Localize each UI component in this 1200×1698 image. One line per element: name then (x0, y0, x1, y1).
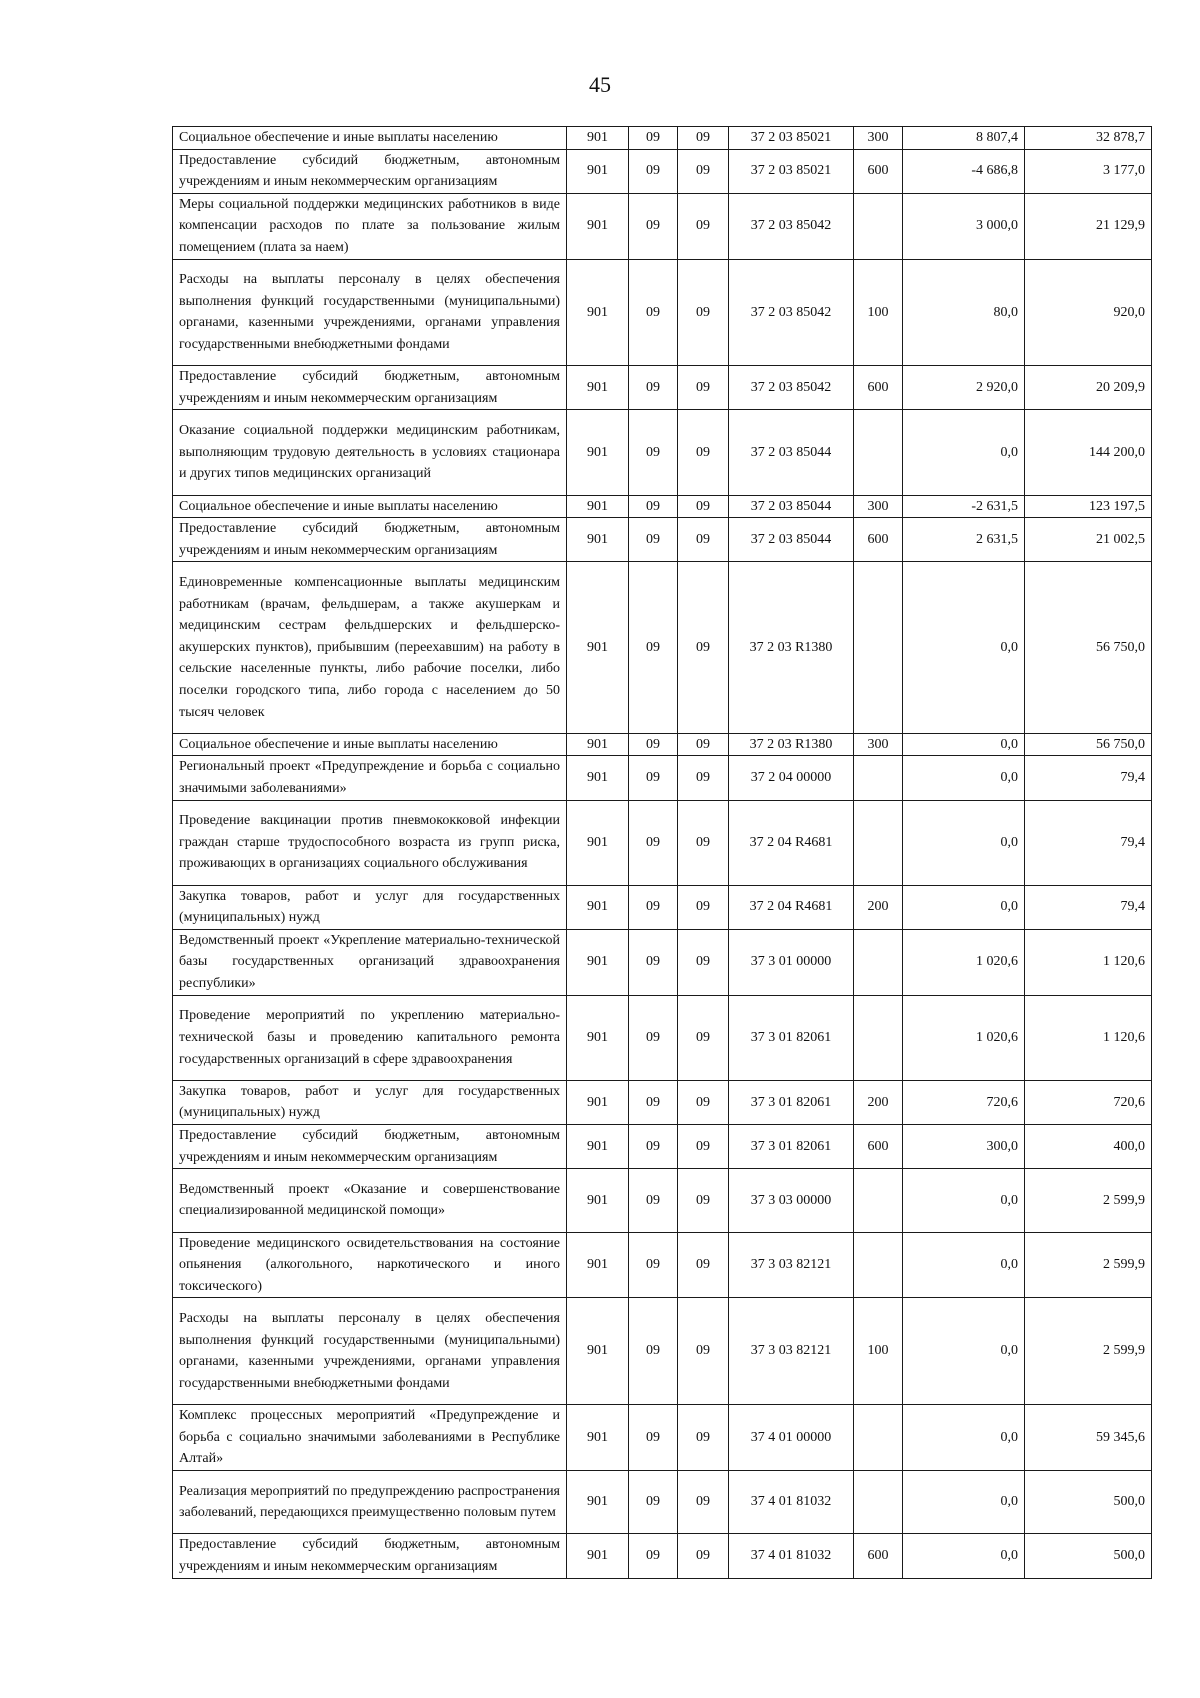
section-code-cell: 09 (629, 366, 678, 410)
expense-type-cell: 300 (854, 733, 903, 756)
expense-type-cell: 300 (854, 127, 903, 150)
subsection-code-cell: 09 (678, 733, 729, 756)
table-row (173, 193, 1152, 259)
ved-code-cell: 901 (567, 562, 629, 734)
row-name-cell: Предоставление субсидий бюджетным, автономным учреждениям и иным некоммерческим организациям (173, 1124, 567, 1168)
expense-type-cell (854, 929, 903, 995)
subsection-code-cell: 09 (678, 1470, 729, 1534)
amount-change-cell: 2 631,5 (903, 518, 1025, 562)
subsection-code-cell: 09 (678, 366, 729, 410)
target-article-cell: 37 2 03 85021 (729, 127, 854, 150)
table-row (173, 366, 1152, 410)
amount-change-cell: 2 920,0 (903, 366, 1025, 410)
table-row (173, 1534, 1152, 1578)
section-code-cell: 09 (629, 495, 678, 518)
amount-total-cell: 1 120,6 (1025, 995, 1152, 1080)
table-row (173, 562, 1152, 734)
row-name-cell: Ведомственный проект «Оказание и совершенствование специализированной медицинской помощи» (173, 1169, 567, 1233)
expense-type-cell: 200 (854, 885, 903, 929)
amount-total-cell: 59 345,6 (1025, 1405, 1152, 1471)
target-article-cell: 37 2 03 R1380 (729, 733, 854, 756)
table-row (173, 1080, 1152, 1124)
section-code-cell: 09 (629, 193, 678, 259)
row-name-cell: Предоставление субсидий бюджетным, автономным учреждениям и иным некоммерческим организациям (173, 366, 567, 410)
amount-total-cell: 2 599,9 (1025, 1232, 1152, 1298)
subsection-code-cell: 09 (678, 495, 729, 518)
section-code-cell: 09 (629, 1534, 678, 1578)
table-row (173, 1124, 1152, 1168)
ved-code-cell: 901 (567, 1405, 629, 1471)
ved-code-cell: 901 (567, 1534, 629, 1578)
target-article-cell: 37 2 03 85044 (729, 495, 854, 518)
section-code-cell: 09 (629, 1080, 678, 1124)
table-row (173, 1405, 1152, 1471)
section-code-cell: 09 (629, 1124, 678, 1168)
expense-type-cell: 600 (854, 366, 903, 410)
target-article-cell: 37 2 03 85042 (729, 259, 854, 366)
section-code-cell: 09 (629, 756, 678, 800)
ved-code-cell: 901 (567, 995, 629, 1080)
section-code-cell: 09 (629, 1169, 678, 1233)
subsection-code-cell: 09 (678, 1405, 729, 1471)
table-row (173, 1232, 1152, 1298)
amount-change-cell: 0,0 (903, 756, 1025, 800)
target-article-cell: 37 4 01 81032 (729, 1470, 854, 1534)
ved-code-cell: 901 (567, 1232, 629, 1298)
amount-total-cell: 123 197,5 (1025, 495, 1152, 518)
amount-change-cell: 720,6 (903, 1080, 1025, 1124)
section-code-cell: 09 (629, 1405, 678, 1471)
ved-code-cell: 901 (567, 885, 629, 929)
subsection-code-cell: 09 (678, 410, 729, 495)
amount-total-cell: 79,4 (1025, 800, 1152, 885)
subsection-code-cell: 09 (678, 1169, 729, 1233)
table-row (173, 995, 1152, 1080)
target-article-cell: 37 3 01 82061 (729, 995, 854, 1080)
ved-code-cell: 901 (567, 259, 629, 366)
subsection-code-cell: 09 (678, 1298, 729, 1405)
expense-type-cell (854, 410, 903, 495)
subsection-code-cell: 09 (678, 149, 729, 193)
subsection-code-cell: 09 (678, 193, 729, 259)
target-article-cell: 37 4 01 81032 (729, 1534, 854, 1578)
row-name-cell: Ведомственный проект «Укрепление материально-технической базы государственных организаций здравоохранения республики» (173, 929, 567, 995)
amount-total-cell: 20 209,9 (1025, 366, 1152, 410)
amount-total-cell: 1 120,6 (1025, 929, 1152, 995)
row-name-cell: Комплекс процессных мероприятий «Предупреждение и борьба с социально значимыми заболеваниями в Республике Алтай» (173, 1405, 567, 1471)
subsection-code-cell: 09 (678, 259, 729, 366)
section-code-cell: 09 (629, 259, 678, 366)
subsection-code-cell: 09 (678, 1534, 729, 1578)
amount-change-cell: -2 631,5 (903, 495, 1025, 518)
section-code-cell: 09 (629, 800, 678, 885)
amount-total-cell: 144 200,0 (1025, 410, 1152, 495)
page-number: 45 (589, 72, 611, 97)
row-name-cell: Социальное обеспечение и иные выплаты населению (173, 127, 567, 150)
amount-total-cell: 79,4 (1025, 756, 1152, 800)
amount-change-cell: 0,0 (903, 1298, 1025, 1405)
amount-total-cell: 21 129,9 (1025, 193, 1152, 259)
table-row (173, 1169, 1152, 1233)
row-name-cell: Оказание социальной поддержки медицинским работникам, выполняющим трудовую деятельность в условиях стационара и других типов медицинских организаций (173, 410, 567, 495)
row-name-cell: Региональный проект «Предупреждение и борьба с социально значимыми заболеваниями» (173, 756, 567, 800)
row-name-cell: Предоставление субсидий бюджетным, автономным учреждениям и иным некоммерческим организациям (173, 149, 567, 193)
table-row (173, 518, 1152, 562)
section-code-cell: 09 (629, 885, 678, 929)
row-name-cell: Проведение вакцинации против пневмококковой инфекции граждан старше трудоспособного возраста из групп риска, проживающих в организациях социального обслуживания (173, 800, 567, 885)
expense-type-cell: 100 (854, 259, 903, 366)
amount-total-cell: 32 878,7 (1025, 127, 1152, 150)
amount-total-cell: 500,0 (1025, 1534, 1152, 1578)
expense-type-cell (854, 193, 903, 259)
target-article-cell: 37 2 04 R4681 (729, 800, 854, 885)
target-article-cell: 37 3 01 82061 (729, 1080, 854, 1124)
row-name-cell: Социальное обеспечение и иные выплаты населению (173, 733, 567, 756)
table-row (173, 495, 1152, 518)
row-name-cell: Социальное обеспечение и иные выплаты населению (173, 495, 567, 518)
ved-code-cell: 901 (567, 1169, 629, 1233)
expense-type-cell: 200 (854, 1080, 903, 1124)
ved-code-cell: 901 (567, 1080, 629, 1124)
amount-change-cell: 0,0 (903, 1405, 1025, 1471)
ved-code-cell: 901 (567, 1298, 629, 1405)
expense-type-cell: 300 (854, 495, 903, 518)
ved-code-cell: 901 (567, 149, 629, 193)
expense-type-cell (854, 756, 903, 800)
amount-change-cell: 0,0 (903, 1470, 1025, 1534)
amount-change-cell: 0,0 (903, 885, 1025, 929)
section-code-cell: 09 (629, 149, 678, 193)
ved-code-cell: 901 (567, 733, 629, 756)
amount-change-cell: 0,0 (903, 1232, 1025, 1298)
table-row (173, 1298, 1152, 1405)
ved-code-cell: 901 (567, 127, 629, 150)
section-code-cell: 09 (629, 733, 678, 756)
amount-change-cell: 0,0 (903, 562, 1025, 734)
expense-type-cell (854, 1169, 903, 1233)
row-name-cell: Реализация мероприятий по предупреждению распространения заболеваний, передающихся преимущественно половым путем (173, 1470, 567, 1534)
table-body (173, 127, 1152, 1579)
amount-change-cell: 0,0 (903, 410, 1025, 495)
subsection-code-cell: 09 (678, 929, 729, 995)
expense-type-cell (854, 1470, 903, 1534)
table-row (173, 800, 1152, 885)
amount-change-cell: 0,0 (903, 733, 1025, 756)
subsection-code-cell: 09 (678, 995, 729, 1080)
amount-change-cell: 300,0 (903, 1124, 1025, 1168)
amount-total-cell: 400,0 (1025, 1124, 1152, 1168)
subsection-code-cell: 09 (678, 1080, 729, 1124)
table-row (173, 259, 1152, 366)
row-name-cell: Закупка товаров, работ и услуг для государственных (муниципальных) нужд (173, 885, 567, 929)
section-code-cell: 09 (629, 518, 678, 562)
table-row (173, 733, 1152, 756)
subsection-code-cell: 09 (678, 127, 729, 150)
ved-code-cell: 901 (567, 193, 629, 259)
table-row (173, 885, 1152, 929)
expense-type-cell: 600 (854, 1534, 903, 1578)
amount-total-cell: 2 599,9 (1025, 1169, 1152, 1233)
row-name-cell: Проведение мероприятий по укреплению материально-технической базы и проведению капитального ремонта государственных организаций в сфере здравоохранения (173, 995, 567, 1080)
target-article-cell: 37 2 04 R4681 (729, 885, 854, 929)
expense-type-cell: 600 (854, 1124, 903, 1168)
section-code-cell: 09 (629, 1298, 678, 1405)
table-row (173, 756, 1152, 800)
row-name-cell: Единовременные компенсационные выплаты медицинским работникам (врачам, фельдшерам, а также акушеркам и медицинским сестрам фельдшерских и фельдшерско-акушерских пунктов), прибывшим (переехавшим) на работу в сельские населенные пункты, либо рабочие поселки, либо поселки городского типа, либо города с населением до 50 тысяч человек (173, 562, 567, 734)
subsection-code-cell: 09 (678, 562, 729, 734)
row-name-cell: Расходы на выплаты персоналу в целях обеспечения выполнения функций государственными (муниципальными) органами, казенными учреждениями, органами управления государственными внебюджетными фондами (173, 1298, 567, 1405)
amount-change-cell: 0,0 (903, 1534, 1025, 1578)
target-article-cell: 37 3 03 82121 (729, 1232, 854, 1298)
target-article-cell: 37 2 04 00000 (729, 756, 854, 800)
amount-change-cell: 3 000,0 (903, 193, 1025, 259)
subsection-code-cell: 09 (678, 1232, 729, 1298)
ved-code-cell: 901 (567, 410, 629, 495)
amount-total-cell: 720,6 (1025, 1080, 1152, 1124)
amount-total-cell: 79,4 (1025, 885, 1152, 929)
row-name-cell: Меры социальной поддержки медицинских работников в виде компенсации расходов по плате за пользование жилым помещением (плата за наем) (173, 193, 567, 259)
table-row (173, 127, 1152, 150)
target-article-cell: 37 2 03 85042 (729, 193, 854, 259)
table-row (173, 410, 1152, 495)
amount-total-cell: 500,0 (1025, 1470, 1152, 1534)
expense-type-cell (854, 1405, 903, 1471)
target-article-cell: 37 2 03 85044 (729, 410, 854, 495)
ved-code-cell: 901 (567, 518, 629, 562)
ved-code-cell: 901 (567, 1470, 629, 1534)
expense-type-cell (854, 562, 903, 734)
amount-change-cell: 80,0 (903, 259, 1025, 366)
expense-type-cell (854, 800, 903, 885)
target-article-cell: 37 2 03 85044 (729, 518, 854, 562)
ved-code-cell: 901 (567, 929, 629, 995)
amount-total-cell: 21 002,5 (1025, 518, 1152, 562)
amount-change-cell: 0,0 (903, 1169, 1025, 1233)
section-code-cell: 09 (629, 995, 678, 1080)
amount-change-cell: -4 686,8 (903, 149, 1025, 193)
section-code-cell: 09 (629, 562, 678, 734)
row-name-cell: Закупка товаров, работ и услуг для государственных (муниципальных) нужд (173, 1080, 567, 1124)
row-name-cell: Предоставление субсидий бюджетным, автономным учреждениям и иным некоммерческим организациям (173, 518, 567, 562)
expense-type-cell: 600 (854, 149, 903, 193)
target-article-cell: 37 3 03 82121 (729, 1298, 854, 1405)
section-code-cell: 09 (629, 929, 678, 995)
row-name-cell: Проведение медицинского освидетельствования на состояние опьянения (алкогольного, наркотического и иного токсического) (173, 1232, 567, 1298)
ved-code-cell: 901 (567, 1124, 629, 1168)
amount-total-cell: 2 599,9 (1025, 1298, 1152, 1405)
target-article-cell: 37 2 03 R1380 (729, 562, 854, 734)
expense-type-cell: 100 (854, 1298, 903, 1405)
subsection-code-cell: 09 (678, 885, 729, 929)
row-name-cell: Предоставление субсидий бюджетным, автономным учреждениям и иным некоммерческим организациям (173, 1534, 567, 1578)
subsection-code-cell: 09 (678, 518, 729, 562)
table-row (173, 929, 1152, 995)
target-article-cell: 37 2 03 85042 (729, 366, 854, 410)
subsection-code-cell: 09 (678, 1124, 729, 1168)
target-article-cell: 37 3 01 00000 (729, 929, 854, 995)
row-name-cell: Расходы на выплаты персоналу в целях обеспечения выполнения функций государственными (муниципальными) органами, казенными учреждениями, органами управления государственными внебюджетными фондами (173, 259, 567, 366)
amount-change-cell: 0,0 (903, 800, 1025, 885)
amount-total-cell: 56 750,0 (1025, 733, 1152, 756)
target-article-cell: 37 2 03 85021 (729, 149, 854, 193)
target-article-cell: 37 4 01 00000 (729, 1405, 854, 1471)
amount-change-cell: 1 020,6 (903, 995, 1025, 1080)
section-code-cell: 09 (629, 410, 678, 495)
expense-type-cell: 600 (854, 518, 903, 562)
subsection-code-cell: 09 (678, 756, 729, 800)
ved-code-cell: 901 (567, 495, 629, 518)
amount-change-cell: 1 020,6 (903, 929, 1025, 995)
expense-type-cell (854, 995, 903, 1080)
section-code-cell: 09 (629, 1232, 678, 1298)
amount-change-cell: 8 807,4 (903, 127, 1025, 150)
section-code-cell: 09 (629, 1470, 678, 1534)
expense-type-cell (854, 1232, 903, 1298)
amount-total-cell: 920,0 (1025, 259, 1152, 366)
section-code-cell: 09 (629, 127, 678, 150)
ved-code-cell: 901 (567, 800, 629, 885)
amount-total-cell: 3 177,0 (1025, 149, 1152, 193)
ved-code-cell: 901 (567, 756, 629, 800)
target-article-cell: 37 3 01 82061 (729, 1124, 854, 1168)
table-row (173, 149, 1152, 193)
table-row (173, 1470, 1152, 1534)
subsection-code-cell: 09 (678, 800, 729, 885)
amount-total-cell: 56 750,0 (1025, 562, 1152, 734)
target-article-cell: 37 3 03 00000 (729, 1169, 854, 1233)
budget-table (172, 126, 1152, 1579)
ved-code-cell: 901 (567, 366, 629, 410)
